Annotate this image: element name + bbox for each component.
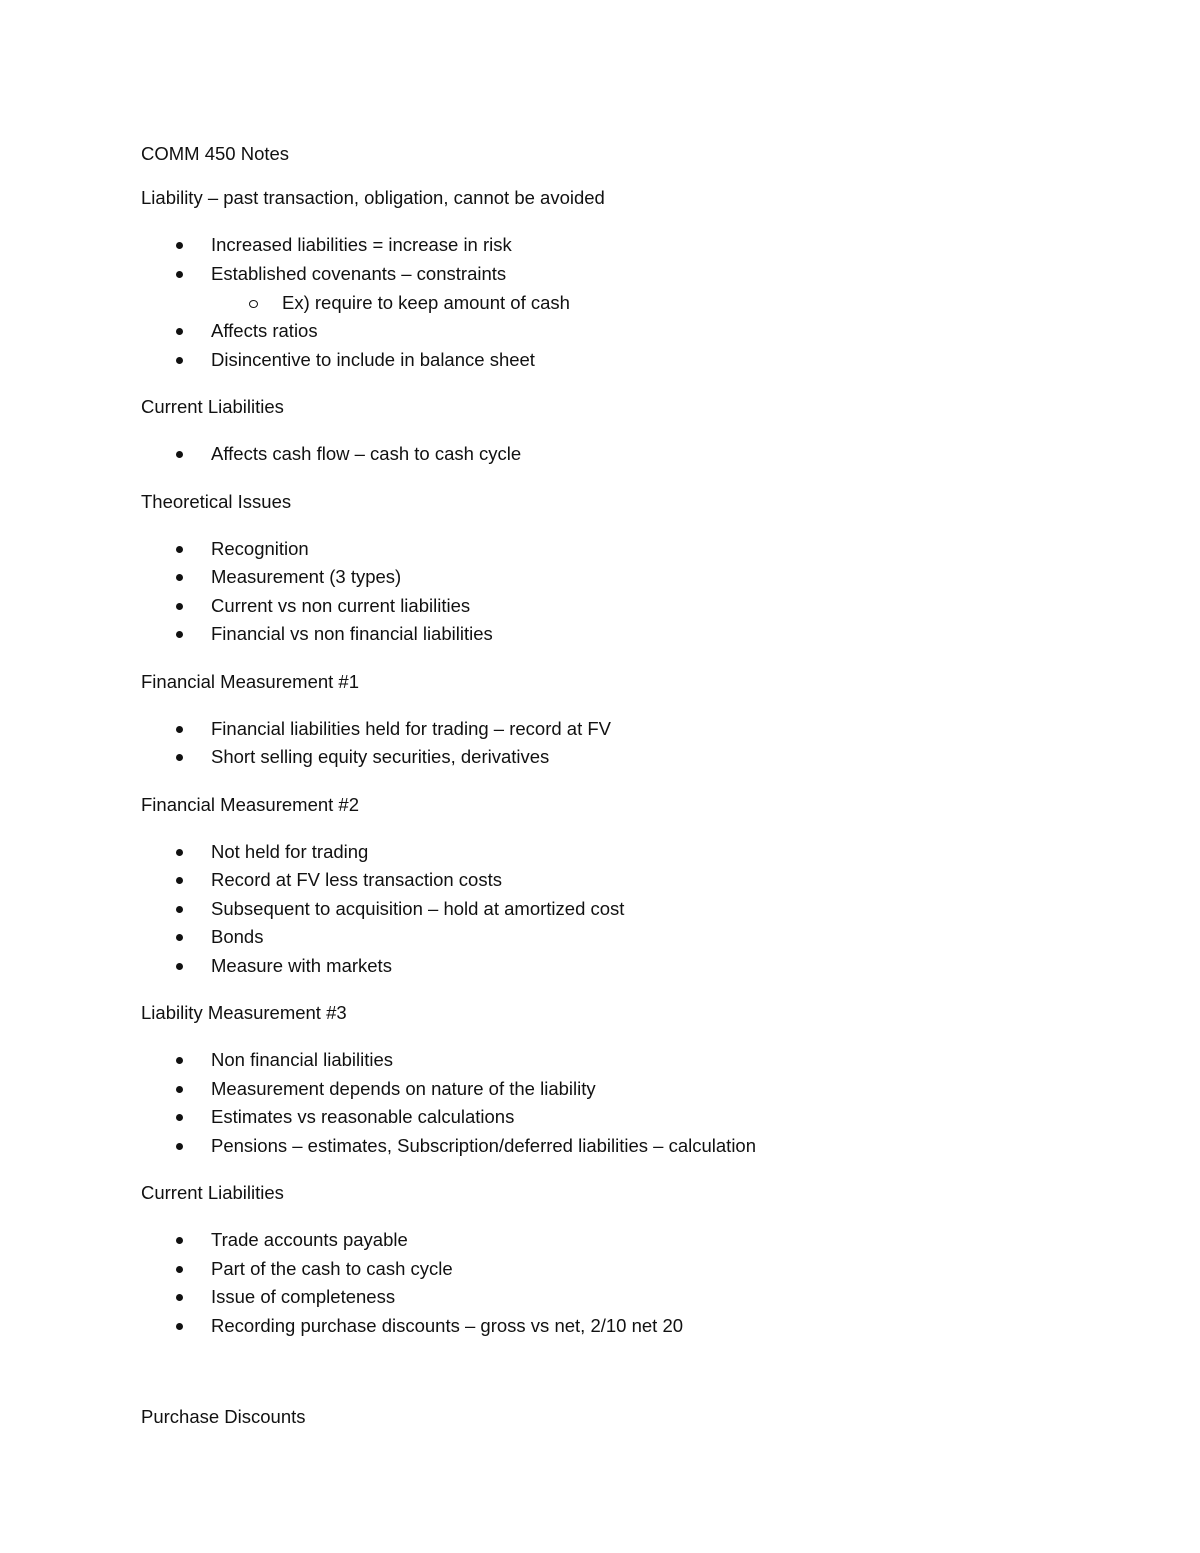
bullet-icon	[176, 1057, 183, 1064]
document-title: COMM 450 Notes	[141, 143, 290, 164]
bullet-icon	[176, 1294, 183, 1301]
list-item: Bonds	[141, 923, 1041, 952]
section-heading: Purchase Discounts	[141, 1406, 306, 1427]
bullet-icon	[176, 726, 183, 733]
bullet-icon	[176, 1143, 183, 1150]
list-item: Financial liabilities held for trading – record at FV	[141, 715, 1041, 744]
bullet-icon	[176, 849, 183, 856]
list-item: Short selling equity securities, derivatives	[141, 743, 1041, 772]
bullet-list	[141, 1226, 1041, 1340]
bullet-icon	[176, 574, 183, 581]
sub-list-item: Ex) require to keep amount of cash	[141, 288, 1041, 317]
bullet-icon	[176, 1237, 183, 1244]
bullet-list	[141, 715, 1041, 772]
list-item: Part of the cash to cash cycle	[141, 1255, 1041, 1284]
section-heading: Financial Measurement #2	[141, 793, 359, 815]
bullet-icon	[176, 1086, 183, 1093]
bullet-icon	[176, 754, 183, 761]
document-body	[141, 143, 1041, 1450]
list-item: Established covenants – constraints	[141, 260, 1041, 289]
list-item: Affects cash flow – cash to cash cycle	[141, 440, 1041, 469]
bullet-icon	[176, 1323, 183, 1330]
hollow-bullet-icon	[249, 300, 258, 308]
list-item: Disincentive to include in balance sheet	[141, 346, 1041, 375]
list-item: Current vs non current liabilities	[141, 592, 1041, 621]
list-item: Issue of completeness	[141, 1283, 1041, 1312]
bullet-list	[141, 838, 1041, 981]
list-item: Recognition	[141, 535, 1041, 564]
list-item: Pensions – estimates, Subscription/deferred liabilities – calculation	[141, 1132, 1041, 1161]
section-heading: Liability – past transaction, obligation, cannot be avoided	[141, 187, 605, 208]
list-item: Subsequent to acquisition – hold at amortized cost	[141, 895, 1041, 924]
sub-list-wrapper	[141, 288, 1041, 317]
bullet-list	[141, 440, 1041, 469]
list-item: Measure with markets	[141, 952, 1041, 981]
bullet-icon	[176, 603, 183, 610]
list-item: Affects ratios	[141, 317, 1041, 346]
sub-bullet-list	[141, 288, 1041, 317]
bullet-icon	[176, 451, 183, 458]
blank-line	[141, 1362, 1041, 1406]
list-item: Non financial liabilities	[141, 1046, 1041, 1075]
list-item: Measurement depends on nature of the liability	[141, 1075, 1041, 1104]
list-item: Measurement (3 types)	[141, 563, 1041, 592]
bullet-icon	[176, 242, 183, 249]
bullet-list	[141, 1046, 1041, 1160]
bullet-icon	[176, 934, 183, 941]
bullet-icon	[176, 328, 183, 335]
bullet-icon	[176, 1266, 183, 1273]
bullet-list	[141, 535, 1041, 649]
list-item: Trade accounts payable	[141, 1226, 1041, 1255]
list-item: Not held for trading	[141, 838, 1041, 867]
bullet-icon	[176, 357, 183, 364]
bullet-icon	[176, 906, 183, 913]
bullet-icon	[176, 546, 183, 553]
section-heading: Financial Measurement #1	[141, 670, 359, 692]
bullet-icon	[176, 1114, 183, 1121]
list-item: Financial vs non financial liabilities	[141, 620, 1041, 649]
list-item: Estimates vs reasonable calculations	[141, 1103, 1041, 1132]
section-heading: Current Liabilities	[141, 1182, 284, 1203]
list-item: Increased liabilities = increase in risk	[141, 231, 1041, 260]
list-item: Record at FV less transaction costs	[141, 866, 1041, 895]
section-heading: Liability Measurement #3	[141, 1002, 347, 1023]
section-heading: Theoretical Issues	[141, 490, 292, 512]
bullet-icon	[176, 271, 183, 278]
bullet-icon	[176, 877, 183, 884]
bullet-icon	[176, 631, 183, 638]
bullet-icon	[176, 963, 183, 970]
list-item: Recording purchase discounts – gross vs net, 2/10 net 20	[141, 1312, 1041, 1341]
section-heading: Current Liabilities	[141, 396, 284, 417]
bullet-list	[141, 231, 1041, 374]
